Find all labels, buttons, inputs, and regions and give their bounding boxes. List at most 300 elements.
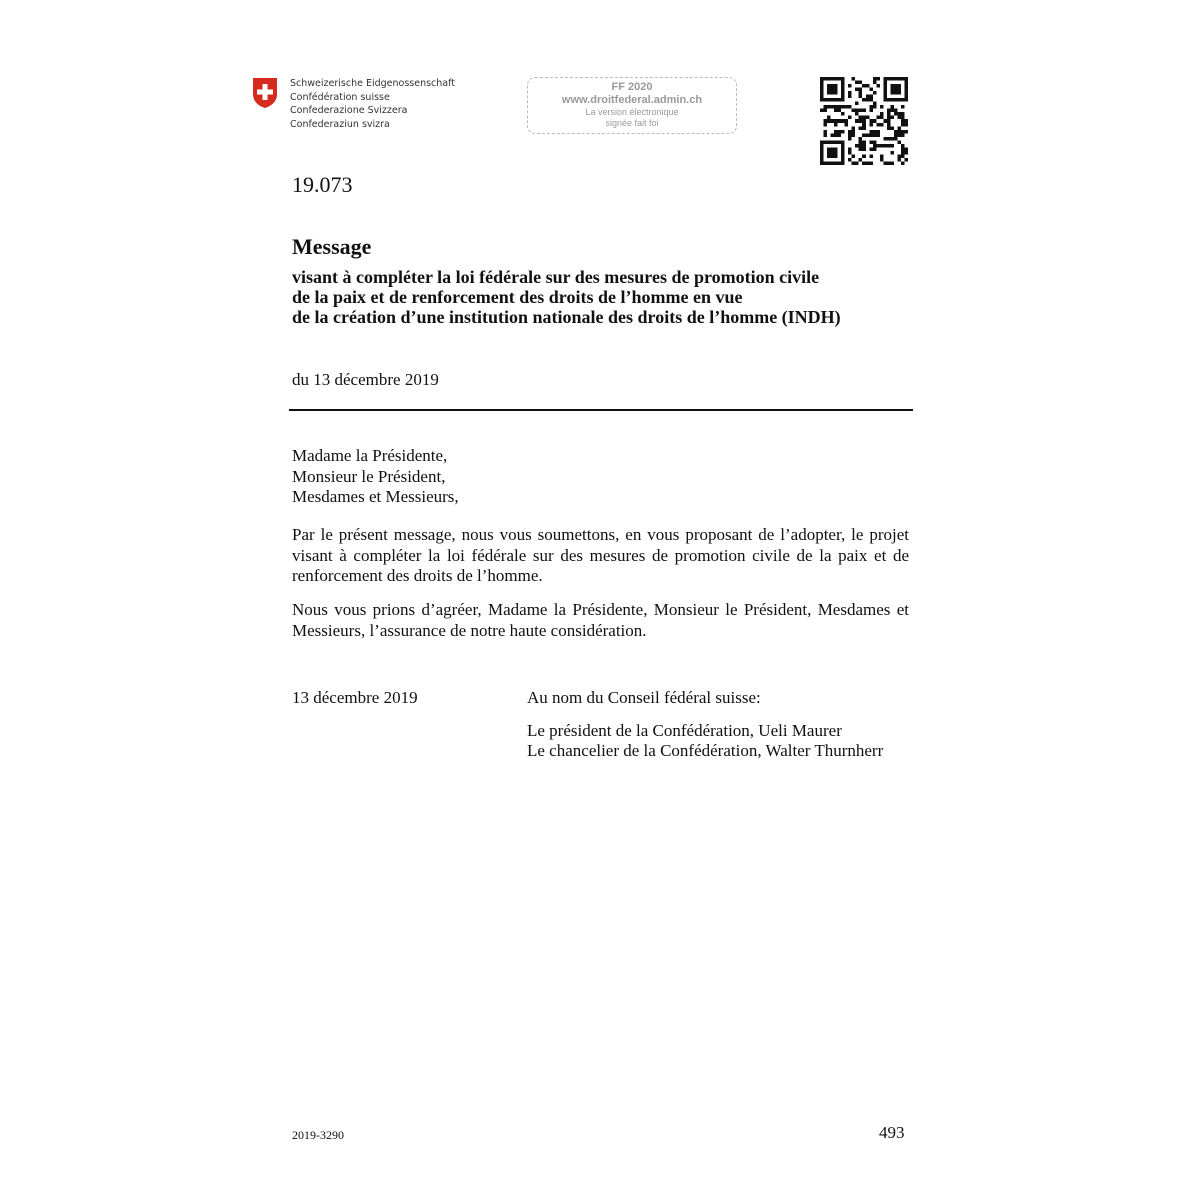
qr-module [827, 98, 831, 102]
qr-module [855, 102, 859, 106]
qr-module [862, 116, 866, 120]
document-title: Message [292, 234, 372, 259]
qr-module [904, 151, 908, 155]
qr-module [852, 130, 856, 134]
qr-module [862, 84, 866, 88]
subtitle-line: de la paix et de renforcement des droits de l’homme en vue [292, 287, 743, 307]
qr-module [904, 123, 908, 127]
qr-module [883, 144, 887, 148]
qr-module [831, 154, 835, 158]
qr-module [883, 119, 887, 123]
qr-module [838, 119, 842, 123]
qr-module [887, 77, 891, 81]
qr-module [859, 81, 863, 85]
qr-module [862, 154, 866, 158]
qr-module [827, 119, 831, 123]
qr-module [859, 116, 863, 120]
qr-module [887, 112, 891, 116]
qr-module [897, 98, 901, 102]
qr-module [859, 144, 863, 148]
qr-module [880, 123, 884, 127]
qr-module [862, 119, 866, 123]
qr-module [866, 84, 870, 88]
qr-module [845, 123, 849, 127]
qr-module [831, 151, 835, 155]
qr-module [859, 140, 863, 144]
qr-module [901, 119, 905, 123]
qr-module [880, 105, 884, 109]
qr-module [841, 105, 845, 109]
qr-module [841, 119, 845, 123]
qr-module [897, 133, 901, 137]
qr-module [834, 154, 838, 158]
signature-on-behalf: Au nom du Conseil fédéral suisse: [527, 688, 761, 707]
qr-module [834, 133, 838, 137]
qr-module [831, 161, 835, 165]
qr-module [827, 116, 831, 120]
qr-module [820, 84, 824, 88]
qr-module [904, 95, 908, 99]
qr-module [897, 154, 901, 158]
qr-module [824, 119, 828, 123]
qr-module [841, 77, 845, 81]
qr-module [824, 77, 828, 81]
document-date: du 13 décembre 2019 [292, 370, 439, 389]
qr-module [859, 119, 863, 123]
qr-module [862, 147, 866, 151]
qr-module [859, 158, 863, 162]
qr-module [890, 116, 894, 120]
qr-module [901, 116, 905, 120]
qr-module [827, 140, 831, 144]
qr-module [887, 144, 891, 148]
qr-module [901, 151, 905, 155]
qr-module [904, 147, 908, 151]
qr-module [824, 130, 828, 134]
qr-module [897, 112, 901, 116]
qr-module [862, 98, 866, 102]
qr-module [831, 119, 835, 123]
signature-date: 13 décembre 2019 [292, 688, 418, 707]
qr-module [827, 91, 831, 95]
qr-module [831, 133, 835, 137]
qr-module [824, 98, 828, 102]
qr-module [834, 119, 838, 123]
official-stamp [527, 77, 737, 134]
qr-module [820, 95, 824, 99]
qr-module [876, 84, 880, 88]
qr-module [848, 95, 852, 99]
qr-module [904, 119, 908, 123]
qr-module [883, 88, 887, 92]
qr-module [897, 84, 901, 88]
qr-module [852, 126, 856, 130]
signature-president: Le président de la Confédération, Ueli Maurer [527, 720, 842, 740]
qr-module [820, 98, 824, 102]
qr-module [869, 109, 873, 113]
stamp-note-2: signée fait foi [605, 118, 659, 128]
qr-module [841, 140, 845, 144]
qr-module [897, 158, 901, 162]
qr-module [824, 105, 828, 109]
qr-module [866, 95, 870, 99]
qr-module [838, 133, 842, 137]
qr-module [897, 140, 901, 144]
qr-module [890, 126, 894, 130]
qr-module [904, 88, 908, 92]
qr-module [904, 77, 908, 81]
qr-module [890, 88, 894, 92]
qr-module [901, 123, 905, 127]
qr-module [838, 140, 842, 144]
swiss-coat-of-arms-icon [252, 77, 278, 109]
qr-module [897, 77, 901, 81]
qr-module [887, 98, 891, 102]
qr-module [855, 161, 859, 165]
qr-module [887, 119, 891, 123]
qr-module [824, 123, 828, 127]
qr-module [820, 147, 824, 151]
qr-module [862, 126, 866, 130]
qr-module [869, 105, 873, 109]
qr-module [869, 140, 873, 144]
qr-module [873, 144, 877, 148]
qr-module [831, 91, 835, 95]
qr-module [848, 158, 852, 162]
qr-module [827, 151, 831, 155]
confederation-name-rm: Confederaziun svizra [290, 118, 390, 130]
qr-module [883, 84, 887, 88]
qr-module [887, 116, 891, 120]
qr-module [901, 133, 905, 137]
qr-module [820, 88, 824, 92]
qr-module [904, 91, 908, 95]
qr-module [838, 77, 842, 81]
qr-module [894, 91, 898, 95]
qr-module [873, 147, 877, 151]
qr-module [873, 133, 877, 137]
qr-module [848, 105, 852, 109]
qr-module [901, 154, 905, 158]
qr-module [831, 140, 835, 144]
qr-module [890, 91, 894, 95]
qr-module [855, 109, 859, 113]
qr-module [859, 95, 863, 99]
document-subtitle [292, 267, 841, 327]
qr-module [831, 77, 835, 81]
qr-module [873, 119, 877, 123]
qr-module [820, 140, 824, 144]
qr-module [820, 109, 824, 113]
qr-module [894, 109, 898, 113]
qr-module [883, 98, 887, 102]
qr-module [855, 119, 859, 123]
qr-module [841, 81, 845, 85]
qr-module [834, 98, 838, 102]
qr-module [887, 109, 891, 113]
qr-module [890, 105, 894, 109]
signature-block [527, 688, 883, 762]
qr-module [901, 105, 905, 109]
qr-module [876, 133, 880, 137]
qr-module [855, 81, 859, 85]
qr-module [862, 161, 866, 165]
qr-module [820, 154, 824, 158]
qr-module [820, 91, 824, 95]
qr-module [859, 137, 863, 141]
qr-module [869, 147, 873, 151]
qr-module [838, 98, 842, 102]
body-paragraph-2: Nous vous prions d’agréer, Madame la Présidente, Monsieur le Président, Mesdames et Messieurs, l’assurance de notre haute considération. [292, 600, 909, 640]
qr-module [859, 88, 863, 92]
qr-module [827, 161, 831, 165]
qr-module [841, 91, 845, 95]
qr-module [873, 105, 877, 109]
qr-module [904, 130, 908, 134]
qr-module [852, 77, 856, 81]
qr-module [901, 98, 905, 102]
body-paragraph-1: Par le présent message, nous vous soumettons, en vous proposant de l’adopter, le projet visant à compléter la loi fédérale sur des mesures de promotion civile de la paix et de renforcement des droits de l’homme. [292, 525, 909, 585]
qr-module [827, 154, 831, 158]
qr-module [855, 112, 859, 116]
qr-module [852, 133, 856, 137]
qr-module [834, 161, 838, 165]
qr-module [841, 161, 845, 165]
qr-module [845, 119, 849, 123]
qr-module [869, 130, 873, 134]
qr-module [820, 144, 824, 148]
qr-module [869, 95, 873, 99]
qr-module [848, 130, 852, 134]
qr-module [901, 77, 905, 81]
qr-module [897, 116, 901, 120]
qr-module [869, 133, 873, 137]
qr-module [841, 154, 845, 158]
qr-module [831, 105, 835, 109]
qr-module [880, 158, 884, 162]
confederation-name-de: Schweizerische Eidgenossenschaft [290, 78, 456, 89]
qr-module [848, 84, 852, 88]
qr-module [873, 81, 877, 85]
salutation [292, 446, 459, 508]
qr-module [841, 144, 845, 148]
qr-module [873, 77, 877, 81]
qr-module [883, 77, 887, 81]
salutation-line: Monsieur le Président, [292, 466, 446, 486]
qr-module [834, 105, 838, 109]
qr-module [866, 98, 870, 102]
salutation-line: Mesdames et Messieurs, [292, 487, 459, 506]
qr-module [824, 161, 828, 165]
qr-module [897, 126, 901, 130]
qr-module [869, 161, 873, 165]
qr-module [883, 81, 887, 85]
qr-module [866, 133, 870, 137]
qr-module [820, 77, 824, 81]
qr-module [824, 133, 828, 137]
qr-module [852, 154, 856, 158]
qr-module [841, 130, 845, 134]
qr-module [894, 77, 898, 81]
stamp-note-1: La version électronique [585, 107, 679, 117]
qr-module [852, 109, 856, 113]
qr-module [869, 119, 873, 123]
stamp-url: www.droitfederal.admin.ch [561, 94, 703, 106]
qr-module [841, 158, 845, 162]
confederation-name-fr: Confédération suisse [290, 91, 390, 103]
qr-module [838, 161, 842, 165]
subtitle-line: visant à compléter la loi fédérale sur des mesures de promotion civile [292, 267, 820, 287]
qr-module [841, 147, 845, 151]
qr-module [890, 161, 894, 165]
page-number: 493 [879, 1123, 905, 1142]
qr-module [820, 151, 824, 155]
qr-module [824, 140, 828, 144]
qr-module [841, 95, 845, 99]
header-divider [289, 409, 913, 411]
qr-code-icon [820, 77, 908, 165]
qr-module [883, 91, 887, 95]
qr-module [848, 137, 852, 141]
qr-module [862, 109, 866, 113]
qr-module [855, 88, 859, 92]
qr-module [873, 102, 877, 106]
stamp-ff: FF 2020 [611, 81, 653, 93]
qr-module [901, 130, 905, 134]
qr-module [869, 98, 873, 102]
qr-module [890, 137, 894, 141]
qr-module [866, 116, 870, 120]
qr-module [887, 161, 891, 165]
qr-module [845, 105, 849, 109]
qr-module [880, 144, 884, 148]
signature-chancellor: Le chancelier de la Confédération, Walter Thurnherr [527, 741, 884, 760]
qr-module [876, 130, 880, 134]
qr-module [827, 84, 831, 88]
qr-module [834, 151, 838, 155]
qr-module [869, 154, 873, 158]
qr-module [852, 161, 856, 165]
qr-module [897, 130, 901, 134]
qr-module [904, 98, 908, 102]
qr-module [876, 123, 880, 127]
qr-module [890, 151, 894, 155]
confederation-names [290, 77, 455, 131]
qr-module [841, 151, 845, 155]
qr-module [831, 147, 835, 151]
qr-module [862, 133, 866, 137]
qr-module [834, 77, 838, 81]
qr-module [831, 98, 835, 102]
qr-module [859, 91, 863, 95]
salutation-line: Madame la Présidente, [292, 446, 448, 465]
qr-module [824, 109, 828, 113]
qr-module [866, 161, 870, 165]
qr-module [848, 151, 852, 155]
qr-module [820, 161, 824, 165]
qr-module [827, 105, 831, 109]
qr-module [883, 137, 887, 141]
qr-module [848, 147, 852, 151]
qr-module [869, 123, 873, 127]
qr-module [841, 112, 845, 116]
qr-module [820, 158, 824, 162]
qr-module [904, 84, 908, 88]
qr-module [841, 98, 845, 102]
qr-module [894, 130, 898, 134]
qr-module [827, 77, 831, 81]
qr-module [876, 116, 880, 120]
qr-module [873, 91, 877, 95]
qr-module [838, 109, 842, 113]
qr-module [838, 105, 842, 109]
confederation-name-it: Confederazione Svizzera [290, 105, 408, 117]
document-number: 19.073 [292, 172, 353, 197]
qr-module [894, 98, 898, 102]
qr-module [838, 130, 842, 134]
qr-module [862, 140, 866, 144]
qr-module [848, 116, 852, 120]
qr-module [890, 98, 894, 102]
qr-module [904, 81, 908, 85]
qr-module [887, 126, 891, 130]
qr-module [831, 84, 835, 88]
qr-module [887, 137, 891, 141]
qr-module [876, 77, 880, 81]
footer-document-code: 2019-3290 [292, 1128, 344, 1142]
qr-module [827, 147, 831, 151]
qr-module [859, 147, 863, 151]
qr-module [880, 116, 884, 120]
qr-module [834, 140, 838, 144]
qr-module [834, 147, 838, 151]
qr-module [901, 147, 905, 151]
qr-module [890, 144, 894, 148]
qr-module [834, 109, 838, 113]
qr-module [855, 144, 859, 148]
qr-module [894, 133, 898, 137]
qr-module [848, 133, 852, 137]
qr-module [901, 161, 905, 165]
qr-module [904, 158, 908, 162]
qr-module [862, 123, 866, 127]
qr-module [859, 109, 863, 113]
qr-module [883, 95, 887, 99]
qr-module [897, 88, 901, 92]
qr-module [901, 112, 905, 116]
qr-module [887, 123, 891, 127]
qr-module [890, 109, 894, 113]
qr-module [834, 123, 838, 127]
qr-module [831, 88, 835, 92]
qr-module [880, 112, 884, 116]
qr-module [883, 161, 887, 165]
qr-module [901, 144, 905, 148]
qr-module [876, 144, 880, 148]
qr-module [834, 91, 838, 95]
qr-module [890, 84, 894, 88]
qr-module [859, 126, 863, 130]
qr-module [841, 88, 845, 92]
qr-module [869, 88, 873, 92]
qr-module [897, 91, 901, 95]
qr-module [873, 130, 877, 134]
qr-module [894, 112, 898, 116]
qr-module [890, 77, 894, 81]
qr-module [873, 140, 877, 144]
qr-module [848, 91, 852, 95]
qr-module [827, 88, 831, 92]
